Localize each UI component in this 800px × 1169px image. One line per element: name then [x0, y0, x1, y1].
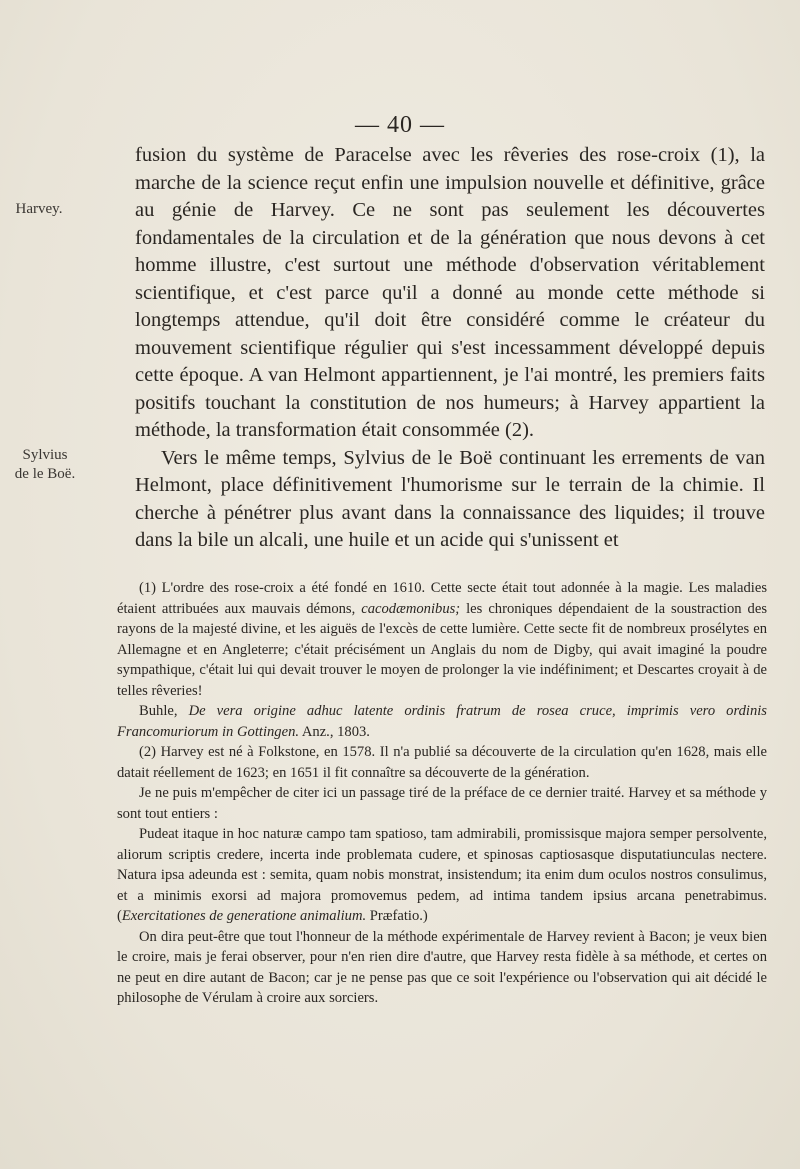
- footnote-1-text-rest: les chroniques dépendaient de la soustraction des rayons de la majesté divine, et les aiguës de l'excès de cette lumière. Cette secte fit de nombreux prosélytes en Allemagne et en Angleterre; c'était précisément un Anglais du nom de Digby, qui avait imaginé la poudre sympathique, c'était lui qui devait trouver le moyen de prolonger la vie indéfiniment; et Descartes croyait à de telles rêveries!: [117, 600, 767, 699]
- footnotes: [117, 578, 767, 1009]
- quote-source-rest: Præfatio.): [366, 908, 428, 924]
- latin-quote: Pudeat itaque in hoc naturæ campo tam spatioso, tam admirabili, promissisque majora semper persolvente, aliorum scriptis credere, incerta inde problemata cudere, et spinosas captiosasque disputatiunculas nectere. Natura ipsa adeunda est : semita, quam nobis monstrat, insistendum; ita enim dum oculos nostros consulimus, et a minimis exorsi ad majora promovemus pedem, ad intima tandem ipsius arcana penetrabimus. (: [117, 826, 767, 924]
- margin-note-sylvius: [0, 446, 90, 484]
- citation-title: De vera origine adhuc latente ordinis fratrum de rosea cruce, imprimis vero ordinis Francomuriorum in Gottingen.: [117, 703, 767, 740]
- body-paragraph-2: Vers le même temps, Sylvius de le Boë continuant les errements de van Helmont, place définitivement l'humorisme sur le terrain de la chimie. Il cherche à pénétrer plus avant dans la connaissance des liquides; il trouve dans la bile un alcali, une huile et un acide qui s'unissent et: [135, 446, 765, 551]
- margin-note-sylvius-line1: Sylvius: [22, 447, 68, 463]
- footnote-1-text: (1) L'ordre des rose-croix a été fondé en 1610. Cette secte était tout adonnée à la magie. Les maladies étaient attribuées aux mauvais démons,: [117, 580, 767, 617]
- margin-note-harvey: [8, 200, 70, 219]
- margin-note-sylvius-line2: de le Boë.: [14, 466, 76, 482]
- quote-source-title: Exercitationes de generatione animalium.: [121, 908, 367, 924]
- main-text: [135, 142, 765, 555]
- footnote-2: (2) Harvey est né à Folkstone, en 1578. Il n'a publié sa découverte de la circulation qu'en 1628, mais elle datait réellement de 1623; en 1651 il fit connaître sa découverte de la génération.: [117, 744, 767, 781]
- footnote-2-quote: [117, 824, 767, 927]
- citation-author: Buhle,: [139, 703, 189, 719]
- body-paragraph-1: fusion du système de Paracelse avec les rêveries des rose-croix (1), la marche de la science reçut enfin une impulsion nouvelle et définitive, grâce au génie de Harvey. Ce ne sont pas seulement les découvertes fondamentales de la circulation et de la génération que nous devons à cet homme illustre, c'est surtout une méthode d'observation véritablement scientifique, et c'est parce qu'il a donné au monde cette méthode si longtemps attendue, qu'il doit être considéré comme le créateur du mouvement scientifique régulier qui s'est incessamment développé depuis cette époque. A van Helmont appartiennent, je l'ai montré, les premiers faits positifs touchant la constitution de nos humeurs; à Harvey appartient la méthode, la transformation était consommée (2).: [135, 144, 765, 441]
- margin-note-harvey-text: Harvey.: [15, 201, 63, 217]
- page-number: — 40 —: [355, 112, 445, 138]
- footnote-2-intro: Je ne puis m'empêcher de citer ici un passage tiré de la préface de ce dernier traité. Harvey et sa méthode y sont tout entiers :: [117, 785, 767, 822]
- footnote-1: [117, 578, 767, 701]
- footnote-1-citation: [117, 701, 767, 742]
- footnote-1-italic: cacodæmonibus;: [361, 600, 461, 617]
- footnote-2-conclusion: On dira peut-être que tout l'honneur de la méthode expérimentale de Harvey revient à Bacon; je veux bien le croire, mais je ferai observer, pour n'en rien dire d'autre, que Harvey resta fidèle à sa méthode, et certes on ne peut en dire autant de Bacon; car je ne pense pas que ce soit l'expérience ou l'observation qui ait décidé le philosophe de Vérulam à croire aux sorciers.: [117, 928, 767, 1006]
- citation-source: Anz., 1803.: [299, 723, 370, 740]
